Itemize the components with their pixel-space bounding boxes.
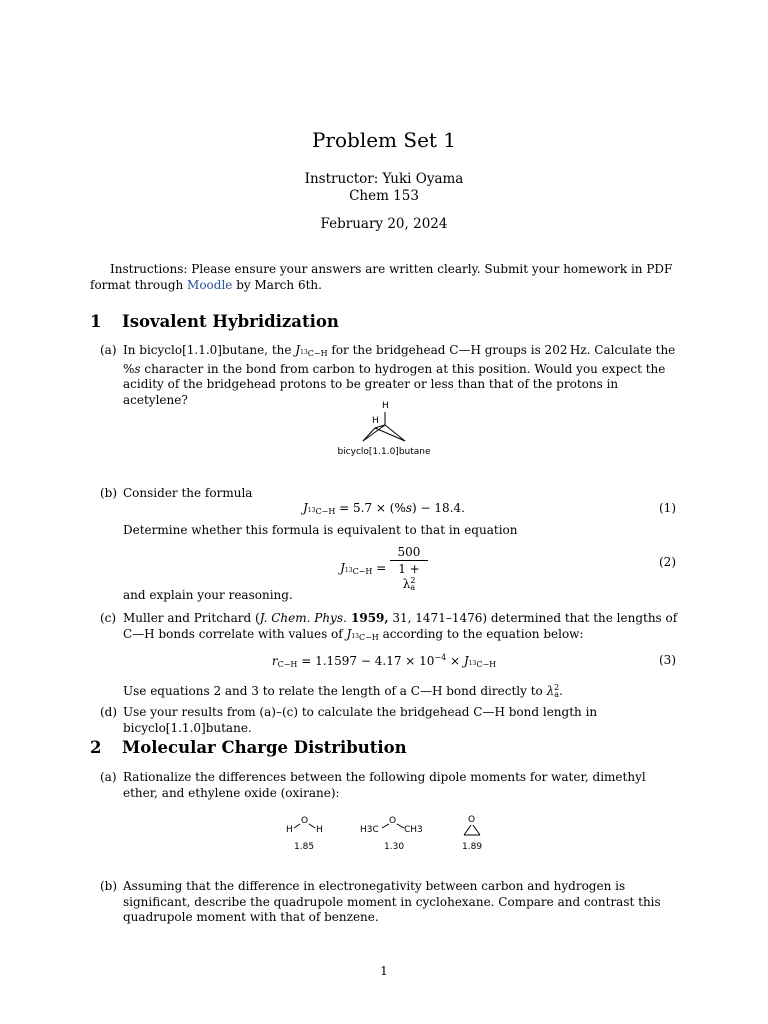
dipole-ether: 1.30 [384, 842, 405, 852]
fraction [390, 545, 428, 592]
question-1c [100, 611, 680, 645]
sub-ch: C−H [358, 632, 379, 642]
item-label: (a) [100, 770, 117, 784]
eq1-s: s [405, 501, 413, 515]
j-subscript [300, 349, 327, 358]
q1c-use-text: Use equations 2 and 3 to relate the length of a C—H bond directly to [123, 684, 547, 698]
sub-ch: C−H [352, 567, 373, 576]
question-2b [100, 879, 680, 926]
header-meta [0, 171, 768, 205]
equation-number: (1) [659, 501, 676, 515]
water-o: O [301, 816, 309, 826]
instructor-line: Instructor: Yuki Oyama [304, 171, 464, 187]
section-1-heading [90, 312, 339, 331]
instructions-text: Instructions: Please ensure your answers are written clearly. Submit your homework in PDF format through [90, 262, 673, 292]
water-h-right: H [316, 825, 323, 835]
j-subscript [469, 660, 496, 669]
dipole-water: 1.85 [294, 842, 315, 852]
sub-ch: C−H [476, 660, 497, 669]
q1c-rest: 31, 1471–1476) determined that the lengths of C—H bonds correlate with values of [123, 611, 678, 641]
j-symbol: J [340, 561, 345, 575]
course-line: Chem 153 [349, 188, 419, 204]
denominator-text: 1 + λ [398, 562, 420, 591]
equation-number: (2) [659, 555, 676, 569]
sub-ch: C−H [315, 507, 336, 516]
section-2-heading [90, 738, 407, 757]
q1c-post: according to the equation below: [378, 626, 584, 641]
page-title: Problem Set 1 [311, 128, 457, 152]
moodle-link[interactable]: Moodle [187, 277, 233, 292]
item-label: (a) [100, 343, 117, 357]
eq1-rhs: = 5.7 × (% [335, 501, 406, 515]
molecules-figure [280, 814, 500, 858]
figure-caption: bicyclo[1.1.0]butane [337, 447, 431, 457]
eq3-tail: × [446, 654, 464, 668]
h-left-label: H [372, 416, 379, 426]
isotope-13: 13 [351, 632, 359, 640]
date-line: February 20, 2024 [320, 216, 448, 232]
question-1d [100, 705, 680, 736]
item-label: (b) [100, 486, 118, 500]
sub-ch: C−H [307, 349, 328, 358]
ether-ch3-right: CH3 [404, 825, 423, 835]
section-number: 2 [90, 738, 102, 757]
section-number: 1 [90, 312, 102, 331]
section-title: Molecular Charge Distribution [122, 738, 407, 757]
question-1b [100, 486, 680, 502]
eq3-exponent: −4 [434, 653, 447, 662]
section-title: Isovalent Hybridization [122, 312, 339, 331]
j-symbol: J [463, 654, 469, 668]
question-1a [100, 343, 680, 408]
j-symbol: J [346, 626, 352, 641]
q1a-text: In bicyclo[1.1.0]butane, the [123, 343, 296, 357]
equation-number: (3) [659, 653, 676, 667]
q1c-use: Use equations 2 and 3 to relate the length of a C—H bond directly to $\lambda^2_a$. [123, 683, 563, 699]
page-number: 1 [380, 964, 388, 978]
fraction-numerator: 500 [390, 545, 428, 561]
isotope-13: 13 [468, 660, 477, 667]
question-2a [100, 770, 680, 801]
item-label: (c) [100, 611, 117, 625]
isotope-13: 13 [344, 567, 353, 574]
q1b-tail: and explain your reasoning. [123, 588, 293, 602]
item-label: (b) [100, 879, 118, 893]
r-subscript: C−H [277, 660, 298, 669]
dipole-oxirane: 1.89 [462, 842, 483, 852]
q2a-text: Rationalize the differences between the following dipole moments for water, dimethyl ether, and ethylene oxide (oxirane): [123, 770, 646, 800]
j-symbol: J [303, 501, 308, 515]
journal-name: J. Chem. Phys. [259, 611, 347, 625]
lambda-sup: 2 [410, 576, 416, 585]
q1a-text-2: for the bridgehead C—H groups is 202 Hz. Calculate the % [123, 343, 676, 376]
ether-o: O [389, 816, 397, 826]
isotope-13: 13 [307, 507, 316, 514]
eq1-tail: ) − 18.4. [412, 501, 465, 515]
q1b-mid: Determine whether this formula is equivalent to that in equation [123, 523, 518, 537]
instructions [90, 262, 680, 293]
oxirane-o: O [468, 815, 476, 825]
r-symbol: r [271, 654, 278, 668]
j-subscript [308, 507, 335, 516]
journal-year: 1959, [346, 611, 389, 625]
q1c-pre: Muller and Pritchard ( [123, 611, 260, 625]
q2b-text: Assuming that the difference in electronegativity between carbon and hydrogen is significant, describe the quadrupole moment in cyclohexane. Compare and contrast this quadrupole moment with that of benzene. [123, 879, 661, 924]
ether-ch3-left: H3C [360, 825, 379, 835]
h-top-label: H [382, 401, 389, 411]
lambda-sub: a [554, 690, 560, 699]
isotope-13: 13 [300, 349, 308, 356]
document-page: Problem Set 1 Instructor: Yuki Oyama Chem 153 February 20, 2024 Instructions: Please ensure your answers are written clearly. Submit your homework in PDF format through Moodle by March 6th. 1 Isovalent Hybridization (a) In bicyclo[1.1.0]butane, the $J_{^{13}C-H}$ for the bridgehead C—H groups is 202 Hz. Calculate the %s character in the bond from carbon to hydrogen at this position. Would you expect the acidity of the bridgehead protons to be greater or less than that of the protons in acetylene? H H bicyclo[1.1.0]butane (b) Consider the formula $J_{^{13}C-H} = 5.7 \times (\%s) - 18.4$. (1) Determine whether this formula is equivalent to that in equation $J_{^{13}C-H}$ = $\frac{500}{1 + \lambda^2_a}$ (2) and explain your reasoning. (c) Muller and Pritchard (J. Chem. Phys. 1959, 31, 1471–1476) determined that the lengths of C—H bonds correlate with values of $J_{^{13}C-H}$ according to the equation below: $r_{C-H} = 1.1597 - 4.17 \times 10^{-4} \times J_{^{13}C-H}$ (3) Use equations 2 and 3 to relate the length of a C—H bond directly to $\lambda^2_a$. (d) Use your results from (a)–(c) to calculate the bridgehead C—H bond length in bicyclo[1.1.0]butane. 2 Molecular Charge Distribution (a) Rationalize the differences between the following dipole moments for water, dimethyl ether, and ethylene oxide (oxirane): H O H H3C O CH3 O 1.85 1.30 1.89 (b) Assuming that the difference in electronegativity between carbon and hydrogen is significant, describe the quadrupole moment in cyclohexane. Compare and contrast this quadrupole moment with that of benzene. 1 [0, 0, 768, 1024]
item-label: (d) [100, 705, 118, 719]
q1b-intro: Consider the formula [123, 486, 253, 500]
j-subscript [351, 633, 378, 642]
water-h-left: H [286, 825, 293, 835]
q1a-text-3: character in the bond from carbon to hydrogen at this position. Would you expect the acidity of the bridgehead protons to be greater or less than that of the protons in acetylene? [123, 361, 666, 407]
lambda-sub: a [410, 583, 416, 592]
lambda-symbol: λ [546, 684, 555, 698]
eq3-rhs: = 1.1597 − 4.17 × 10 [297, 654, 435, 668]
j-symbol: J [295, 343, 301, 357]
instructions-tail: by March 6th. [232, 277, 322, 292]
lambda-sup: 2 [554, 683, 560, 692]
j-subscript [345, 567, 372, 576]
s-char: s [134, 361, 141, 376]
q1d-text: Use your results from (a)–(c) to calculate the bridgehead C—H bond length in bicyclo[1.1.0]butane. [123, 705, 598, 735]
